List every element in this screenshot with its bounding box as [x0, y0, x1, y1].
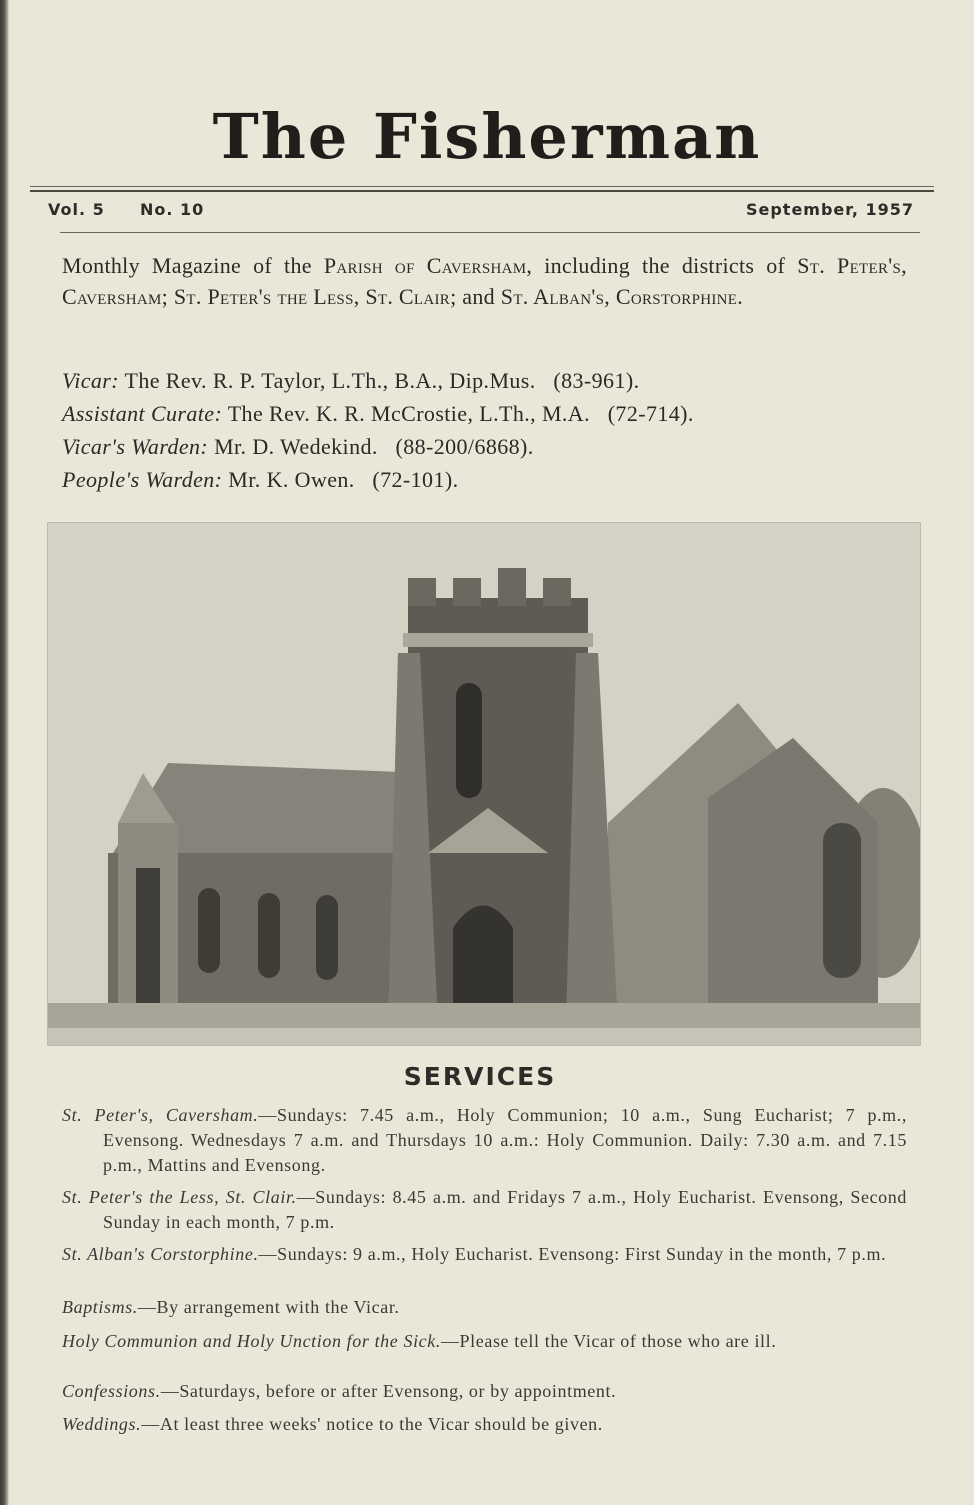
official-assistant-curate: [62, 397, 922, 430]
masthead-title: The Fisherman: [212, 100, 762, 173]
intro-district-st-peters: St. Peter's, Caversham: [62, 253, 907, 309]
note-text: —Saturdays, before or after Evensong, or by appointment.: [160, 1381, 617, 1401]
official-phone: (72-714).: [607, 401, 694, 426]
official-role: Assistant Curate:: [62, 401, 223, 426]
intro-prefix: Monthly Magazine of the: [62, 253, 324, 278]
intro-sep2: ; and: [450, 284, 501, 309]
note-label: Confessions.: [62, 1381, 161, 1401]
intro-district-st-peters-less: St. Peter's the Less, St. Clair: [173, 284, 451, 309]
official-peoples-warden: [62, 463, 922, 496]
official-phone: (72-101).: [372, 467, 459, 492]
official-name: The Rev. R. P. Taylor, L.Th., B.A., Dip.Mus.: [124, 368, 536, 393]
note-label: Weddings.: [62, 1414, 142, 1434]
masthead-rule-thick: [30, 190, 934, 192]
official-name: The Rev. K. R. McCrostie, L.Th., M.A.: [227, 401, 590, 426]
official-vicars-warden: [62, 430, 922, 463]
services-heading: SERVICES: [403, 1062, 557, 1091]
official-role: Vicar:: [62, 368, 119, 393]
services-list: [62, 1103, 907, 1274]
masthead-rule-thin: [30, 186, 934, 187]
note-text: —At least three weeks' notice to the Vicar should be given.: [141, 1414, 603, 1434]
intro-middle: , including the districts of: [526, 253, 798, 278]
official-name: Mr. K. Owen.: [228, 467, 355, 492]
service-place: St. Peter's the Less, St. Clair.: [62, 1187, 297, 1207]
official-vicar: [62, 364, 922, 397]
note-confessions: [62, 1380, 907, 1403]
intro-sep1: ;: [161, 284, 174, 309]
note-label: Holy Communion and Holy Unction for the Sick.: [62, 1331, 441, 1351]
issue-rule: [60, 232, 920, 233]
church-illustration: [48, 523, 920, 1045]
official-phone: (88-200/6868).: [395, 434, 534, 459]
service-entry: [62, 1103, 907, 1178]
service-place: St. Alban's Corstorphine.: [62, 1244, 259, 1264]
note-text: —By arrangement with the Vicar.: [137, 1297, 400, 1317]
page-binding-edge: [0, 0, 9, 1505]
service-entry: [62, 1185, 907, 1235]
service-times: —Sundays: 7.45 a.m., Holy Communion; 10 a.m., Sung Eucharist; 7 p.m., Evensong. Wednesdays 7 a.m. and Thursdays 10 a.m.: Holy Communion. Daily: 7.30 a.m. and 7.15 p.m., Mattins and Evensong.: [103, 1105, 907, 1175]
note-text: —Please tell the Vicar of those who are ill.: [440, 1331, 777, 1351]
church-photograph: [47, 522, 921, 1046]
service-place: St. Peter's, Caversham.: [62, 1105, 259, 1125]
official-phone: (83-961).: [553, 368, 640, 393]
note-label: Baptisms.: [62, 1297, 138, 1317]
intro-parish: Parish of Caversham: [323, 253, 527, 278]
note-baptisms: [62, 1296, 907, 1319]
service-entry: [62, 1242, 907, 1267]
service-times: —Sundays: 8.45 a.m. and Fridays 7 a.m., Holy Eucharist. Evensong, Second Sunday in each month, 7 p.m.: [103, 1187, 907, 1232]
note-sick-communion: [62, 1330, 948, 1353]
magazine-description: [62, 250, 907, 312]
issue-volume: Vol. 5: [48, 200, 105, 219]
official-name: Mr. D. Wedekind.: [214, 434, 378, 459]
issue-number: No. 10: [140, 200, 205, 219]
note-weddings: [62, 1413, 907, 1436]
parish-officials: [62, 364, 922, 496]
official-role: People's Warden:: [62, 467, 223, 492]
official-role: Vicar's Warden:: [62, 434, 209, 459]
intro-end: .: [737, 284, 744, 309]
issue-date: September, 1957: [745, 200, 914, 219]
service-times: —Sundays: 9 a.m., Holy Eucharist. Evensong: First Sunday in the month, 7 p.m.: [258, 1244, 887, 1264]
intro-district-st-albans: St. Alban's, Corstorphine: [500, 284, 738, 309]
